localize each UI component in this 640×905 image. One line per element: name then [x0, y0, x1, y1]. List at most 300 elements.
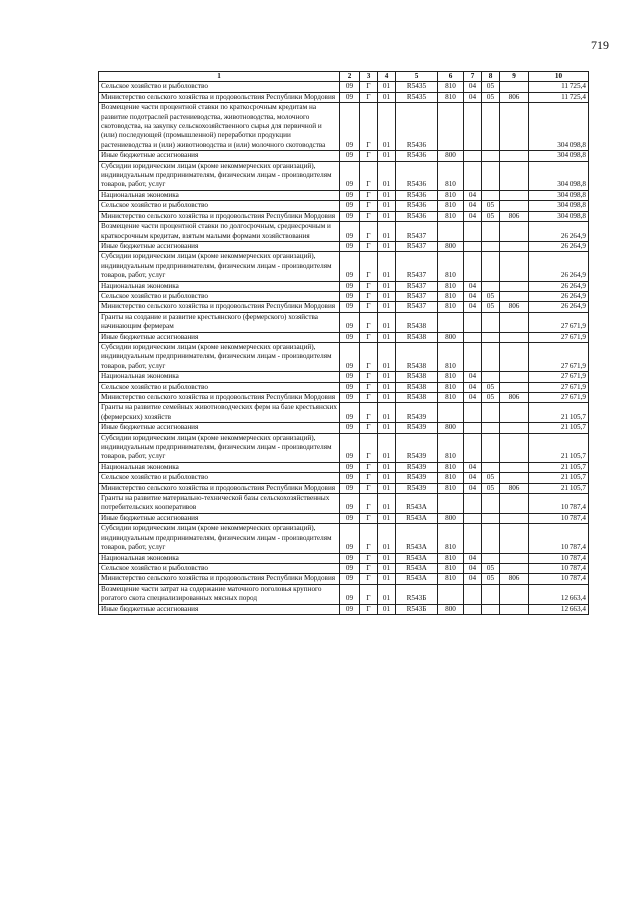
cell-description: Национальная экономика: [99, 372, 340, 382]
cell-col-5: R5438: [396, 393, 438, 403]
cell-col-9: [500, 403, 529, 423]
cell-amount: 21 105,7: [529, 473, 589, 483]
table-row: [99, 494, 589, 514]
table-row: [99, 92, 589, 102]
cell-col-8: 05: [482, 574, 500, 584]
cell-description: Национальная экономика: [99, 462, 340, 472]
cell-col-9: [500, 584, 529, 604]
cell-col-3: Г: [360, 252, 378, 281]
cell-col-6: 800: [438, 604, 464, 614]
cell-col-2: 09: [340, 222, 360, 242]
cell-col-6: [438, 312, 464, 332]
cell-col-7: 04: [464, 291, 482, 301]
cell-col-4: 01: [378, 103, 396, 151]
cell-col-7: 04: [464, 281, 482, 291]
cell-description: Иные бюджетные ассигнования: [99, 332, 340, 342]
cell-col-6: [438, 403, 464, 423]
cell-col-4: 01: [378, 584, 396, 604]
cell-col-9: [500, 524, 529, 553]
cell-col-9: [500, 604, 529, 614]
table-row: [99, 423, 589, 433]
table-row: [99, 473, 589, 483]
cell-col-4: 01: [378, 403, 396, 423]
cell-col-9: [500, 222, 529, 242]
cell-col-2: 09: [340, 103, 360, 151]
cell-col-5: R5439: [396, 483, 438, 493]
cell-col-4: 01: [378, 433, 396, 462]
cell-col-8: 05: [482, 473, 500, 483]
table-row: [99, 312, 589, 332]
cell-col-5: R5437: [396, 281, 438, 291]
cell-description: Иные бюджетные ассигнования: [99, 151, 340, 161]
cell-description: Национальная экономика: [99, 281, 340, 291]
cell-col-2: 09: [340, 281, 360, 291]
cell-col-2: 09: [340, 604, 360, 614]
cell-col-2: 09: [340, 524, 360, 553]
cell-col-4: 01: [378, 342, 396, 371]
cell-amount: 304 098,8: [529, 161, 589, 190]
table-row: [99, 201, 589, 211]
cell-col-9: [500, 241, 529, 251]
budget-table: [98, 71, 589, 615]
cell-col-6: 810: [438, 372, 464, 382]
cell-col-6: 810: [438, 382, 464, 392]
cell-amount: 27 671,9: [529, 312, 589, 332]
cell-description: Министерство сельского хозяйства и продовольствия Республики Мордовия: [99, 393, 340, 403]
cell-col-3: Г: [360, 211, 378, 221]
table-row: [99, 82, 589, 92]
cell-col-4: 01: [378, 382, 396, 392]
cell-col-4: 01: [378, 241, 396, 251]
cell-col-8: 05: [482, 92, 500, 102]
column-header: 1: [99, 72, 340, 82]
cell-col-3: Г: [360, 312, 378, 332]
column-header: 6: [438, 72, 464, 82]
cell-amount: 304 098,8: [529, 190, 589, 200]
cell-description: Министерство сельского хозяйства и продовольствия Республики Мордовия: [99, 574, 340, 584]
cell-amount: 10 787,4: [529, 513, 589, 523]
cell-col-5: R5439: [396, 403, 438, 423]
cell-amount: 26 264,9: [529, 302, 589, 312]
cell-col-6: 800: [438, 241, 464, 251]
table-row: [99, 604, 589, 614]
cell-amount: 304 098,8: [529, 103, 589, 151]
cell-amount: 26 264,9: [529, 281, 589, 291]
cell-col-8: [482, 494, 500, 514]
cell-col-8: 05: [482, 393, 500, 403]
column-header: 2: [340, 72, 360, 82]
cell-col-3: Г: [360, 190, 378, 200]
table-row: [99, 563, 589, 573]
cell-amount: 26 264,9: [529, 252, 589, 281]
cell-col-6: 810: [438, 483, 464, 493]
cell-col-6: 800: [438, 513, 464, 523]
table-row: [99, 151, 589, 161]
cell-col-3: Г: [360, 393, 378, 403]
cell-amount: 27 671,9: [529, 393, 589, 403]
cell-col-4: 01: [378, 473, 396, 483]
cell-col-6: 810: [438, 82, 464, 92]
cell-col-9: [500, 82, 529, 92]
cell-col-2: 09: [340, 332, 360, 342]
cell-col-4: 01: [378, 161, 396, 190]
cell-amount: 21 105,7: [529, 403, 589, 423]
cell-col-3: Г: [360, 462, 378, 472]
cell-col-2: 09: [340, 302, 360, 312]
cell-description: Министерство сельского хозяйства и продовольствия Республики Мордовия: [99, 211, 340, 221]
cell-col-4: 01: [378, 332, 396, 342]
cell-col-9: [500, 312, 529, 332]
cell-col-7: [464, 494, 482, 514]
cell-col-8: [482, 241, 500, 251]
cell-description: Иные бюджетные ассигнования: [99, 241, 340, 251]
cell-col-8: [482, 332, 500, 342]
cell-amount: 12 663,4: [529, 584, 589, 604]
cell-col-2: 09: [340, 312, 360, 332]
cell-col-7: [464, 252, 482, 281]
cell-col-9: 806: [500, 483, 529, 493]
cell-col-2: 09: [340, 473, 360, 483]
cell-col-7: 04: [464, 302, 482, 312]
cell-col-7: [464, 241, 482, 251]
cell-col-2: 09: [340, 151, 360, 161]
cell-col-3: Г: [360, 494, 378, 514]
cell-description: Иные бюджетные ассигнования: [99, 604, 340, 614]
table-row: [99, 103, 589, 151]
cell-col-3: Г: [360, 584, 378, 604]
page-number: 719: [591, 38, 609, 52]
cell-col-2: 09: [340, 574, 360, 584]
cell-col-2: 09: [340, 584, 360, 604]
cell-col-5: R5436: [396, 161, 438, 190]
cell-col-8: [482, 161, 500, 190]
cell-col-4: 01: [378, 190, 396, 200]
cell-col-7: [464, 584, 482, 604]
cell-col-3: Г: [360, 82, 378, 92]
cell-col-4: 01: [378, 312, 396, 332]
cell-col-3: Г: [360, 423, 378, 433]
cell-col-5: R5437: [396, 302, 438, 312]
cell-amount: 26 264,9: [529, 222, 589, 242]
table-row: [99, 211, 589, 221]
cell-col-4: 01: [378, 563, 396, 573]
cell-col-5: R543Б: [396, 604, 438, 614]
cell-col-2: 09: [340, 483, 360, 493]
cell-col-2: 09: [340, 161, 360, 190]
cell-amount: 26 264,9: [529, 291, 589, 301]
cell-col-2: 09: [340, 211, 360, 221]
cell-col-4: 01: [378, 513, 396, 523]
cell-col-4: 01: [378, 423, 396, 433]
cell-col-5: R5436: [396, 190, 438, 200]
cell-col-6: 810: [438, 302, 464, 312]
cell-col-3: Г: [360, 103, 378, 151]
cell-col-8: [482, 342, 500, 371]
cell-col-8: [482, 281, 500, 291]
cell-col-7: 04: [464, 372, 482, 382]
cell-col-5: R543А: [396, 574, 438, 584]
cell-col-5: R5438: [396, 332, 438, 342]
table-row: [99, 403, 589, 423]
cell-col-3: Г: [360, 302, 378, 312]
table-header-row: [99, 72, 589, 82]
cell-col-4: 01: [378, 151, 396, 161]
cell-col-8: 05: [482, 211, 500, 221]
cell-col-8: [482, 222, 500, 242]
cell-description: Сельское хозяйство и рыболовство: [99, 473, 340, 483]
cell-description: Гранты на развитие материально-технической базы сельскохозяйственных потребительских кооперативов: [99, 494, 340, 514]
table-row: [99, 513, 589, 523]
cell-col-3: Г: [360, 222, 378, 242]
cell-col-2: 09: [340, 82, 360, 92]
cell-description: Министерство сельского хозяйства и продовольствия Республики Мордовия: [99, 92, 340, 102]
cell-col-5: R543А: [396, 494, 438, 514]
cell-col-8: [482, 372, 500, 382]
cell-col-8: 05: [482, 563, 500, 573]
cell-col-9: [500, 201, 529, 211]
cell-amount: 10 787,4: [529, 553, 589, 563]
cell-description: Министерство сельского хозяйства и продовольствия Республики Мордовия: [99, 483, 340, 493]
table-row: [99, 574, 589, 584]
table-row: [99, 241, 589, 251]
cell-col-8: [482, 553, 500, 563]
cell-description: Иные бюджетные ассигнования: [99, 423, 340, 433]
cell-col-8: 05: [482, 483, 500, 493]
cell-col-5: R5437: [396, 252, 438, 281]
cell-col-7: [464, 222, 482, 242]
cell-amount: 10 787,4: [529, 563, 589, 573]
cell-amount: 11 725,4: [529, 92, 589, 102]
cell-col-8: 05: [482, 302, 500, 312]
cell-amount: 304 098,8: [529, 211, 589, 221]
table-row: [99, 161, 589, 190]
cell-col-7: [464, 332, 482, 342]
cell-col-7: 04: [464, 211, 482, 221]
cell-col-9: 806: [500, 393, 529, 403]
table-row: [99, 342, 589, 371]
cell-description: Субсидии юридическим лицам (кроме некоммерческих организаций), индивидуальным предпринимателям, физическим лицам - производителям товаров, работ, услуг: [99, 433, 340, 462]
cell-description: Иные бюджетные ассигнования: [99, 513, 340, 523]
cell-col-8: 05: [482, 382, 500, 392]
cell-col-5: R5438: [396, 342, 438, 371]
column-header: 7: [464, 72, 482, 82]
table-row: [99, 302, 589, 312]
cell-col-5: R5438: [396, 312, 438, 332]
cell-col-3: Г: [360, 281, 378, 291]
cell-col-7: 04: [464, 553, 482, 563]
cell-col-8: 05: [482, 82, 500, 92]
cell-col-9: [500, 151, 529, 161]
cell-description: Национальная экономика: [99, 553, 340, 563]
cell-col-8: [482, 103, 500, 151]
cell-col-7: 04: [464, 190, 482, 200]
cell-description: Возмещение части затрат на содержание маточного поголовья крупного рогатого скота специализированных мясных пород: [99, 584, 340, 604]
cell-amount: 10 787,4: [529, 574, 589, 584]
cell-col-5: R5437: [396, 241, 438, 251]
cell-col-5: R5436: [396, 151, 438, 161]
cell-col-4: 01: [378, 604, 396, 614]
cell-col-2: 09: [340, 201, 360, 211]
cell-col-7: [464, 403, 482, 423]
cell-description: Национальная экономика: [99, 190, 340, 200]
cell-col-8: [482, 433, 500, 462]
cell-col-6: 810: [438, 201, 464, 211]
table-row: [99, 553, 589, 563]
cell-col-4: 01: [378, 82, 396, 92]
cell-col-5: R5439: [396, 462, 438, 472]
cell-amount: 21 105,7: [529, 462, 589, 472]
cell-amount: 10 787,4: [529, 494, 589, 514]
cell-col-9: [500, 103, 529, 151]
cell-col-7: [464, 312, 482, 332]
cell-col-6: 810: [438, 563, 464, 573]
table-row: [99, 393, 589, 403]
cell-col-7: [464, 604, 482, 614]
cell-col-6: 810: [438, 190, 464, 200]
table-row: [99, 483, 589, 493]
column-header: 4: [378, 72, 396, 82]
table-row: [99, 222, 589, 242]
cell-col-7: [464, 161, 482, 190]
cell-col-2: 09: [340, 342, 360, 371]
cell-col-8: [482, 423, 500, 433]
cell-col-9: [500, 494, 529, 514]
table-row: [99, 190, 589, 200]
cell-col-6: 800: [438, 151, 464, 161]
cell-col-2: 09: [340, 433, 360, 462]
cell-description: Сельское хозяйство и рыболовство: [99, 563, 340, 573]
cell-col-2: 09: [340, 513, 360, 523]
cell-amount: 21 105,7: [529, 483, 589, 493]
cell-col-3: Г: [360, 241, 378, 251]
cell-col-4: 01: [378, 211, 396, 221]
cell-col-9: [500, 161, 529, 190]
cell-col-4: 01: [378, 222, 396, 242]
cell-col-4: 01: [378, 201, 396, 211]
cell-col-3: Г: [360, 483, 378, 493]
cell-col-3: Г: [360, 513, 378, 523]
cell-col-3: Г: [360, 291, 378, 301]
cell-col-6: 810: [438, 462, 464, 472]
table-row: [99, 252, 589, 281]
cell-col-6: [438, 103, 464, 151]
column-header: 10: [529, 72, 589, 82]
cell-col-5: R543А: [396, 563, 438, 573]
cell-col-6: 810: [438, 252, 464, 281]
cell-col-9: [500, 433, 529, 462]
cell-col-2: 09: [340, 494, 360, 514]
cell-col-4: 01: [378, 291, 396, 301]
cell-col-5: R5439: [396, 433, 438, 462]
cell-col-9: [500, 372, 529, 382]
cell-col-5: R543Б: [396, 584, 438, 604]
cell-col-5: R5438: [396, 382, 438, 392]
cell-col-6: 810: [438, 281, 464, 291]
cell-col-5: R5438: [396, 372, 438, 382]
cell-col-7: [464, 513, 482, 523]
column-header: 3: [360, 72, 378, 82]
cell-col-5: R5436: [396, 211, 438, 221]
cell-description: Субсидии юридическим лицам (кроме некоммерческих организаций), индивидуальным предпринимателям, физическим лицам - производителям товаров, работ, услуг: [99, 161, 340, 190]
cell-col-3: Г: [360, 553, 378, 563]
table-row: [99, 382, 589, 392]
cell-amount: 21 105,7: [529, 423, 589, 433]
cell-col-3: Г: [360, 372, 378, 382]
cell-col-9: [500, 473, 529, 483]
cell-col-8: [482, 252, 500, 281]
cell-description: Сельское хозяйство и рыболовство: [99, 201, 340, 211]
cell-col-9: [500, 513, 529, 523]
cell-col-9: [500, 553, 529, 563]
cell-col-3: Г: [360, 161, 378, 190]
cell-col-7: [464, 103, 482, 151]
cell-col-6: 810: [438, 574, 464, 584]
table-row: [99, 433, 589, 462]
cell-col-3: Г: [360, 524, 378, 553]
cell-col-4: 01: [378, 553, 396, 563]
cell-col-5: R5437: [396, 222, 438, 242]
cell-col-9: [500, 281, 529, 291]
cell-description: Сельское хозяйство и рыболовство: [99, 82, 340, 92]
cell-col-2: 09: [340, 241, 360, 251]
cell-col-2: 09: [340, 190, 360, 200]
cell-description: Гранты на создание и развитие крестьянского (фермерского) хозяйства начинающим фермерам: [99, 312, 340, 332]
cell-col-6: 810: [438, 342, 464, 371]
cell-col-6: 800: [438, 423, 464, 433]
cell-col-9: [500, 462, 529, 472]
cell-col-7: [464, 433, 482, 462]
cell-description: Сельское хозяйство и рыболовство: [99, 291, 340, 301]
cell-col-3: Г: [360, 473, 378, 483]
cell-amount: 26 264,9: [529, 241, 589, 251]
cell-col-3: Г: [360, 574, 378, 584]
cell-col-3: Г: [360, 92, 378, 102]
cell-col-9: [500, 291, 529, 301]
cell-col-5: R5436: [396, 103, 438, 151]
cell-col-2: 09: [340, 92, 360, 102]
cell-col-3: Г: [360, 201, 378, 211]
cell-col-9: [500, 252, 529, 281]
cell-col-8: [482, 604, 500, 614]
cell-col-9: 806: [500, 92, 529, 102]
cell-col-2: 09: [340, 563, 360, 573]
cell-col-8: [482, 462, 500, 472]
cell-col-3: Г: [360, 403, 378, 423]
cell-col-4: 01: [378, 462, 396, 472]
cell-col-8: [482, 524, 500, 553]
cell-col-2: 09: [340, 393, 360, 403]
cell-col-4: 01: [378, 574, 396, 584]
cell-col-6: [438, 222, 464, 242]
cell-col-6: [438, 584, 464, 604]
cell-col-9: 806: [500, 574, 529, 584]
cell-col-3: Г: [360, 604, 378, 614]
cell-col-8: [482, 190, 500, 200]
cell-col-2: 09: [340, 382, 360, 392]
cell-col-4: 01: [378, 494, 396, 514]
cell-col-4: 01: [378, 252, 396, 281]
table-body: [99, 82, 589, 615]
cell-col-5: R5436: [396, 201, 438, 211]
cell-col-8: [482, 312, 500, 332]
cell-col-8: [482, 584, 500, 604]
cell-amount: 27 671,9: [529, 372, 589, 382]
cell-description: Гранты на развитие семейных животноводческих ферм на базе крестьянских (фермерских) хозяйств: [99, 403, 340, 423]
cell-col-8: 05: [482, 291, 500, 301]
cell-description: Субсидии юридическим лицам (кроме некоммерческих организаций), индивидуальным предпринимателям, физическим лицам - производителям товаров, работ, услуг: [99, 342, 340, 371]
column-header: 5: [396, 72, 438, 82]
cell-col-9: 806: [500, 302, 529, 312]
